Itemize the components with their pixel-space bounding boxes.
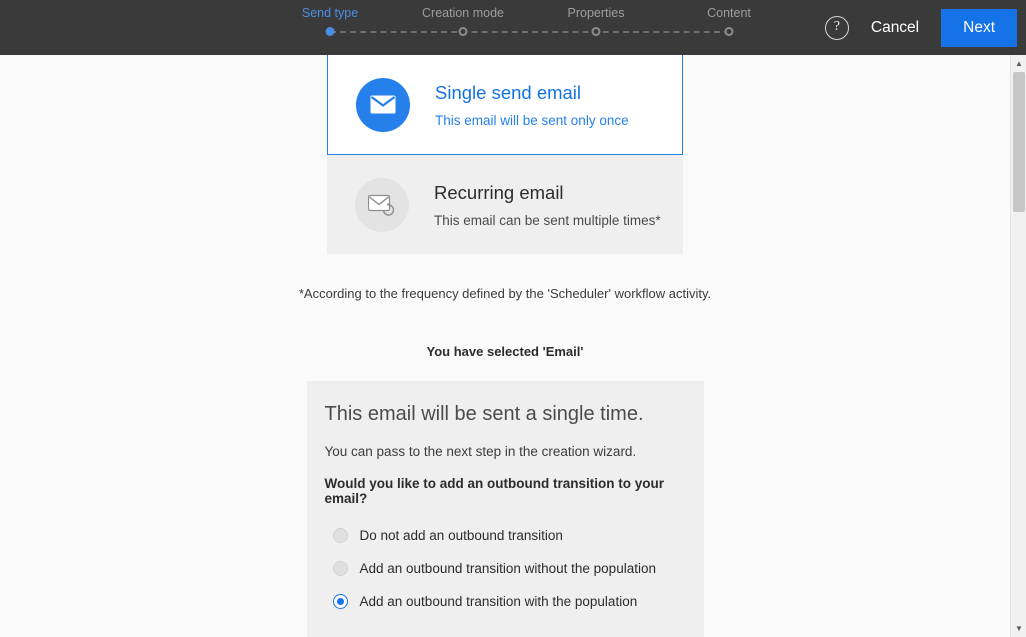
step-label-send-type[interactable]: Send type <box>301 6 359 20</box>
wizard-content-area <box>0 55 1026 637</box>
radio-label: Add an outbound transition with the population <box>359 594 638 609</box>
send-type-options <box>327 55 683 254</box>
step-dot-content[interactable] <box>725 27 734 36</box>
option-card-text-group <box>435 82 629 128</box>
radio-button[interactable] <box>333 594 348 609</box>
stepper-labels <box>300 6 760 24</box>
radio-option-transition-without-population[interactable] <box>325 561 684 576</box>
option-title-recurring-email: Recurring email <box>434 181 564 203</box>
step-label-content[interactable]: Content <box>707 6 751 20</box>
panel-question: Would you like to add an outbound transition to your email? <box>324 476 664 506</box>
step-label-creation-mode[interactable]: Creation mode <box>422 6 504 20</box>
step-dot-creation-mode[interactable] <box>459 27 468 36</box>
panel-description: You can pass to the next step in the creation wizard. <box>324 444 637 459</box>
scroll-up-arrow-icon[interactable]: ▲ <box>1015 59 1023 68</box>
option-title-single-send-email: Single send email <box>435 81 582 103</box>
radio-button[interactable] <box>333 528 348 543</box>
wizard-stepper <box>300 6 760 48</box>
step-dot-properties[interactable] <box>592 27 601 36</box>
option-subtitle-single-send-email: This email will be sent only once <box>435 112 629 128</box>
radio-option-transition-with-population[interactable] <box>325 594 684 609</box>
recurring-envelope-icon <box>355 178 409 232</box>
outbound-transition-panel <box>307 381 704 637</box>
help-icon[interactable]: ? <box>825 16 849 40</box>
stepper-dashed-line <box>330 31 730 33</box>
frequency-footnote: *According to the frequency defined by the 'Scheduler' workflow activity. <box>298 286 712 301</box>
envelope-icon <box>356 78 410 132</box>
radio-button[interactable] <box>333 561 348 576</box>
vertical-scrollbar[interactable] <box>1010 55 1026 637</box>
stepper-track <box>330 31 730 33</box>
next-button[interactable]: Next <box>941 9 1017 47</box>
radio-label: Add an outbound transition without the population <box>359 561 656 576</box>
panel-title: This email will be sent a single time. <box>324 403 644 425</box>
radio-label: Do not add an outbound transition <box>359 528 563 543</box>
selected-channel-note: You have selected 'Email' <box>426 344 584 359</box>
option-card-recurring-email[interactable] <box>327 155 683 254</box>
cancel-button[interactable]: Cancel <box>870 18 920 36</box>
option-card-text-group <box>434 182 661 228</box>
toolbar-actions <box>825 0 1026 55</box>
scroll-down-arrow-icon[interactable]: ▼ <box>1015 624 1023 633</box>
wizard-content <box>0 55 1010 637</box>
wizard-toolbar <box>0 0 1026 55</box>
option-card-single-send-email[interactable] <box>327 55 683 155</box>
step-label-properties[interactable]: Properties <box>567 6 625 20</box>
step-dot-send-type[interactable] <box>326 27 335 36</box>
scrollbar-thumb[interactable] <box>1013 72 1025 212</box>
radio-option-no-transition[interactable] <box>325 528 684 543</box>
option-subtitle-recurring-email: This email can be sent multiple times* <box>434 212 661 228</box>
